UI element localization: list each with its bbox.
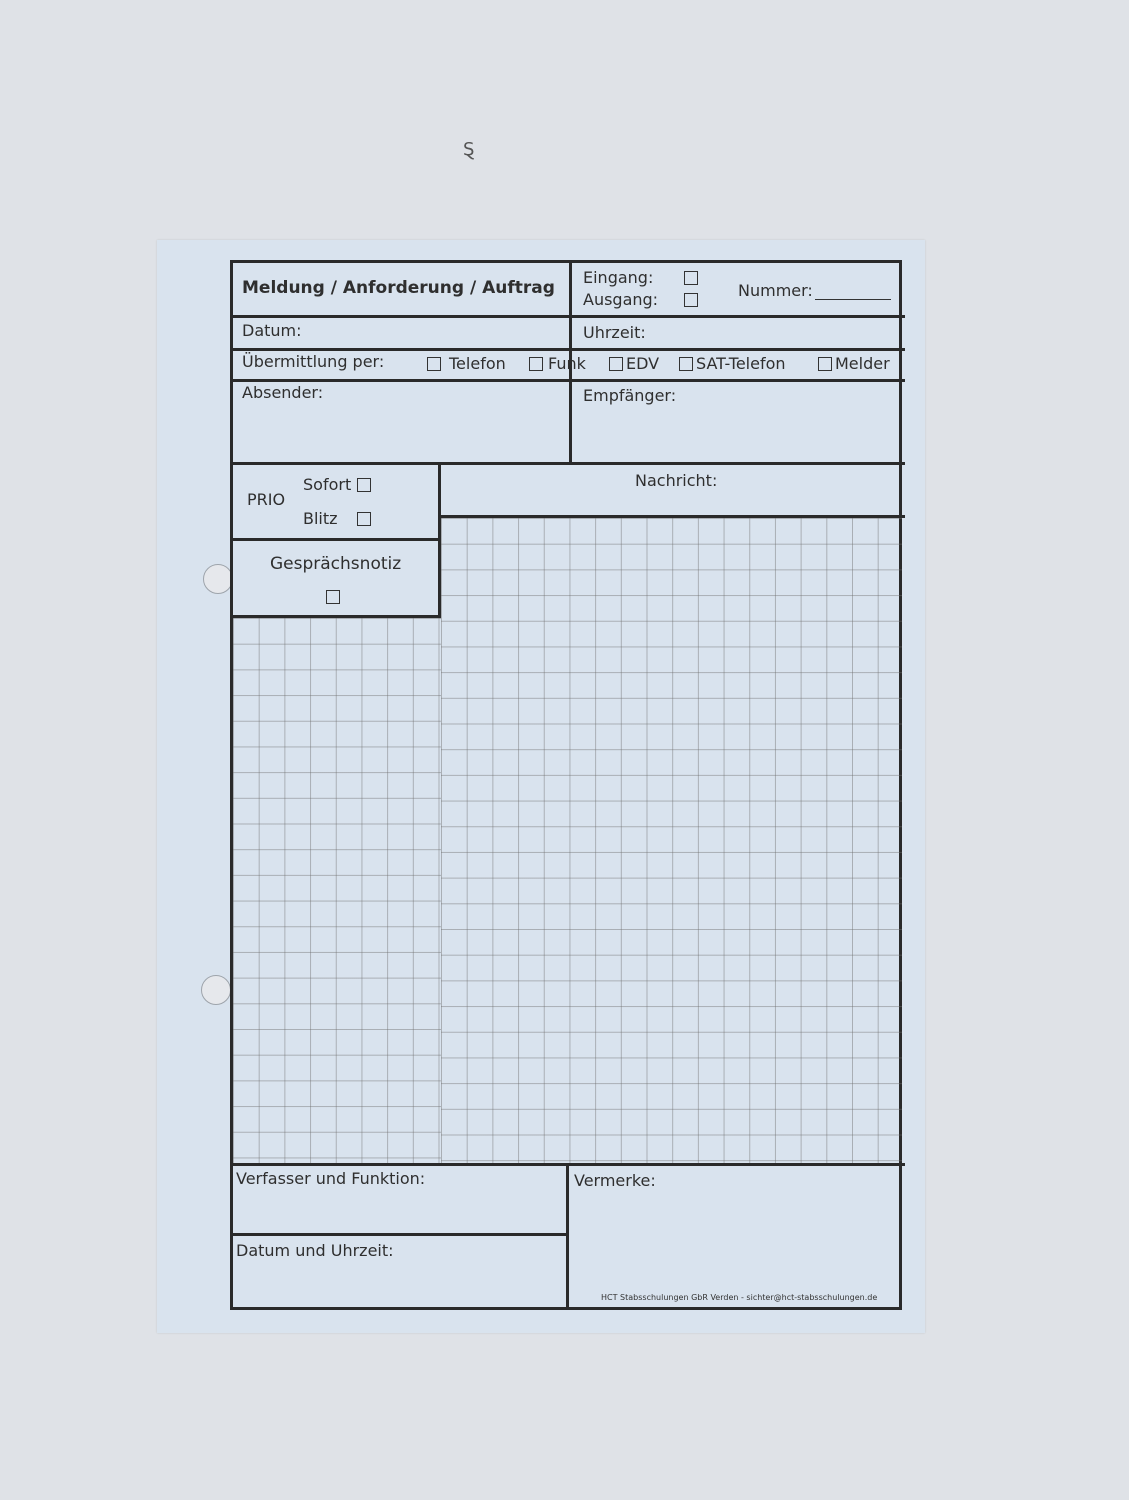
sat-telefon-label: SAT-Telefon [696,354,786,373]
sofort-checkbox[interactable] [357,478,371,492]
footer-credit: HCT Stabsschulungen GbR Verden - sichter@hct-stabsschulungen.de [601,1293,878,1302]
datum-uhrzeit-label: Datum und Uhrzeit: [236,1241,394,1260]
blitz-checkbox[interactable] [357,512,371,526]
funk-label: Funk [548,354,586,373]
message-grid-area[interactable] [441,518,902,1166]
edv-checkbox[interactable] [609,357,623,371]
melder-checkbox[interactable] [818,357,832,371]
eingang-label: Eingang: [583,268,654,287]
nummer-field[interactable] [815,299,891,300]
vermerke-label: Vermerke: [574,1171,656,1190]
gespraechsnotiz-label: Gesprächsnotiz [270,554,402,574]
uhrzeit-label: Uhrzeit: [583,323,646,342]
absender-label: Absender: [242,383,324,402]
uebermittlung-label: Übermittlung per: [242,352,385,371]
melder-label: Melder [835,354,890,373]
sat-telefon-checkbox[interactable] [679,357,693,371]
message-grid-area-lower[interactable] [233,618,441,1166]
gespraechsnotiz-checkbox[interactable] [326,590,340,604]
verfasser-label: Verfasser und Funktion: [236,1169,426,1188]
blitz-label: Blitz [303,509,338,528]
funk-checkbox[interactable] [529,357,543,371]
datum-label: Datum: [242,321,302,340]
punch-hole-bottom [201,975,231,1005]
paper-sheet [157,240,925,1333]
nachricht-label: Nachricht: [635,471,718,490]
edv-label: EDV [626,354,660,373]
telefon-label: Telefon [449,354,506,373]
ausgang-checkbox[interactable] [684,293,698,307]
prio-label: PRIO [247,490,286,509]
ausgang-label: Ausgang: [583,290,659,309]
punch-hole-top [203,564,233,594]
eingang-checkbox[interactable] [684,271,698,285]
stray-mark: Ȿ [463,139,475,160]
empfaenger-label: Empfänger: [583,386,677,405]
telefon-checkbox[interactable] [427,357,441,371]
nummer-label: Nummer: [738,281,813,300]
message-form [230,260,902,1310]
form-title: Meldung / Anforderung / Auftrag [242,278,555,298]
sofort-label: Sofort [303,475,352,494]
